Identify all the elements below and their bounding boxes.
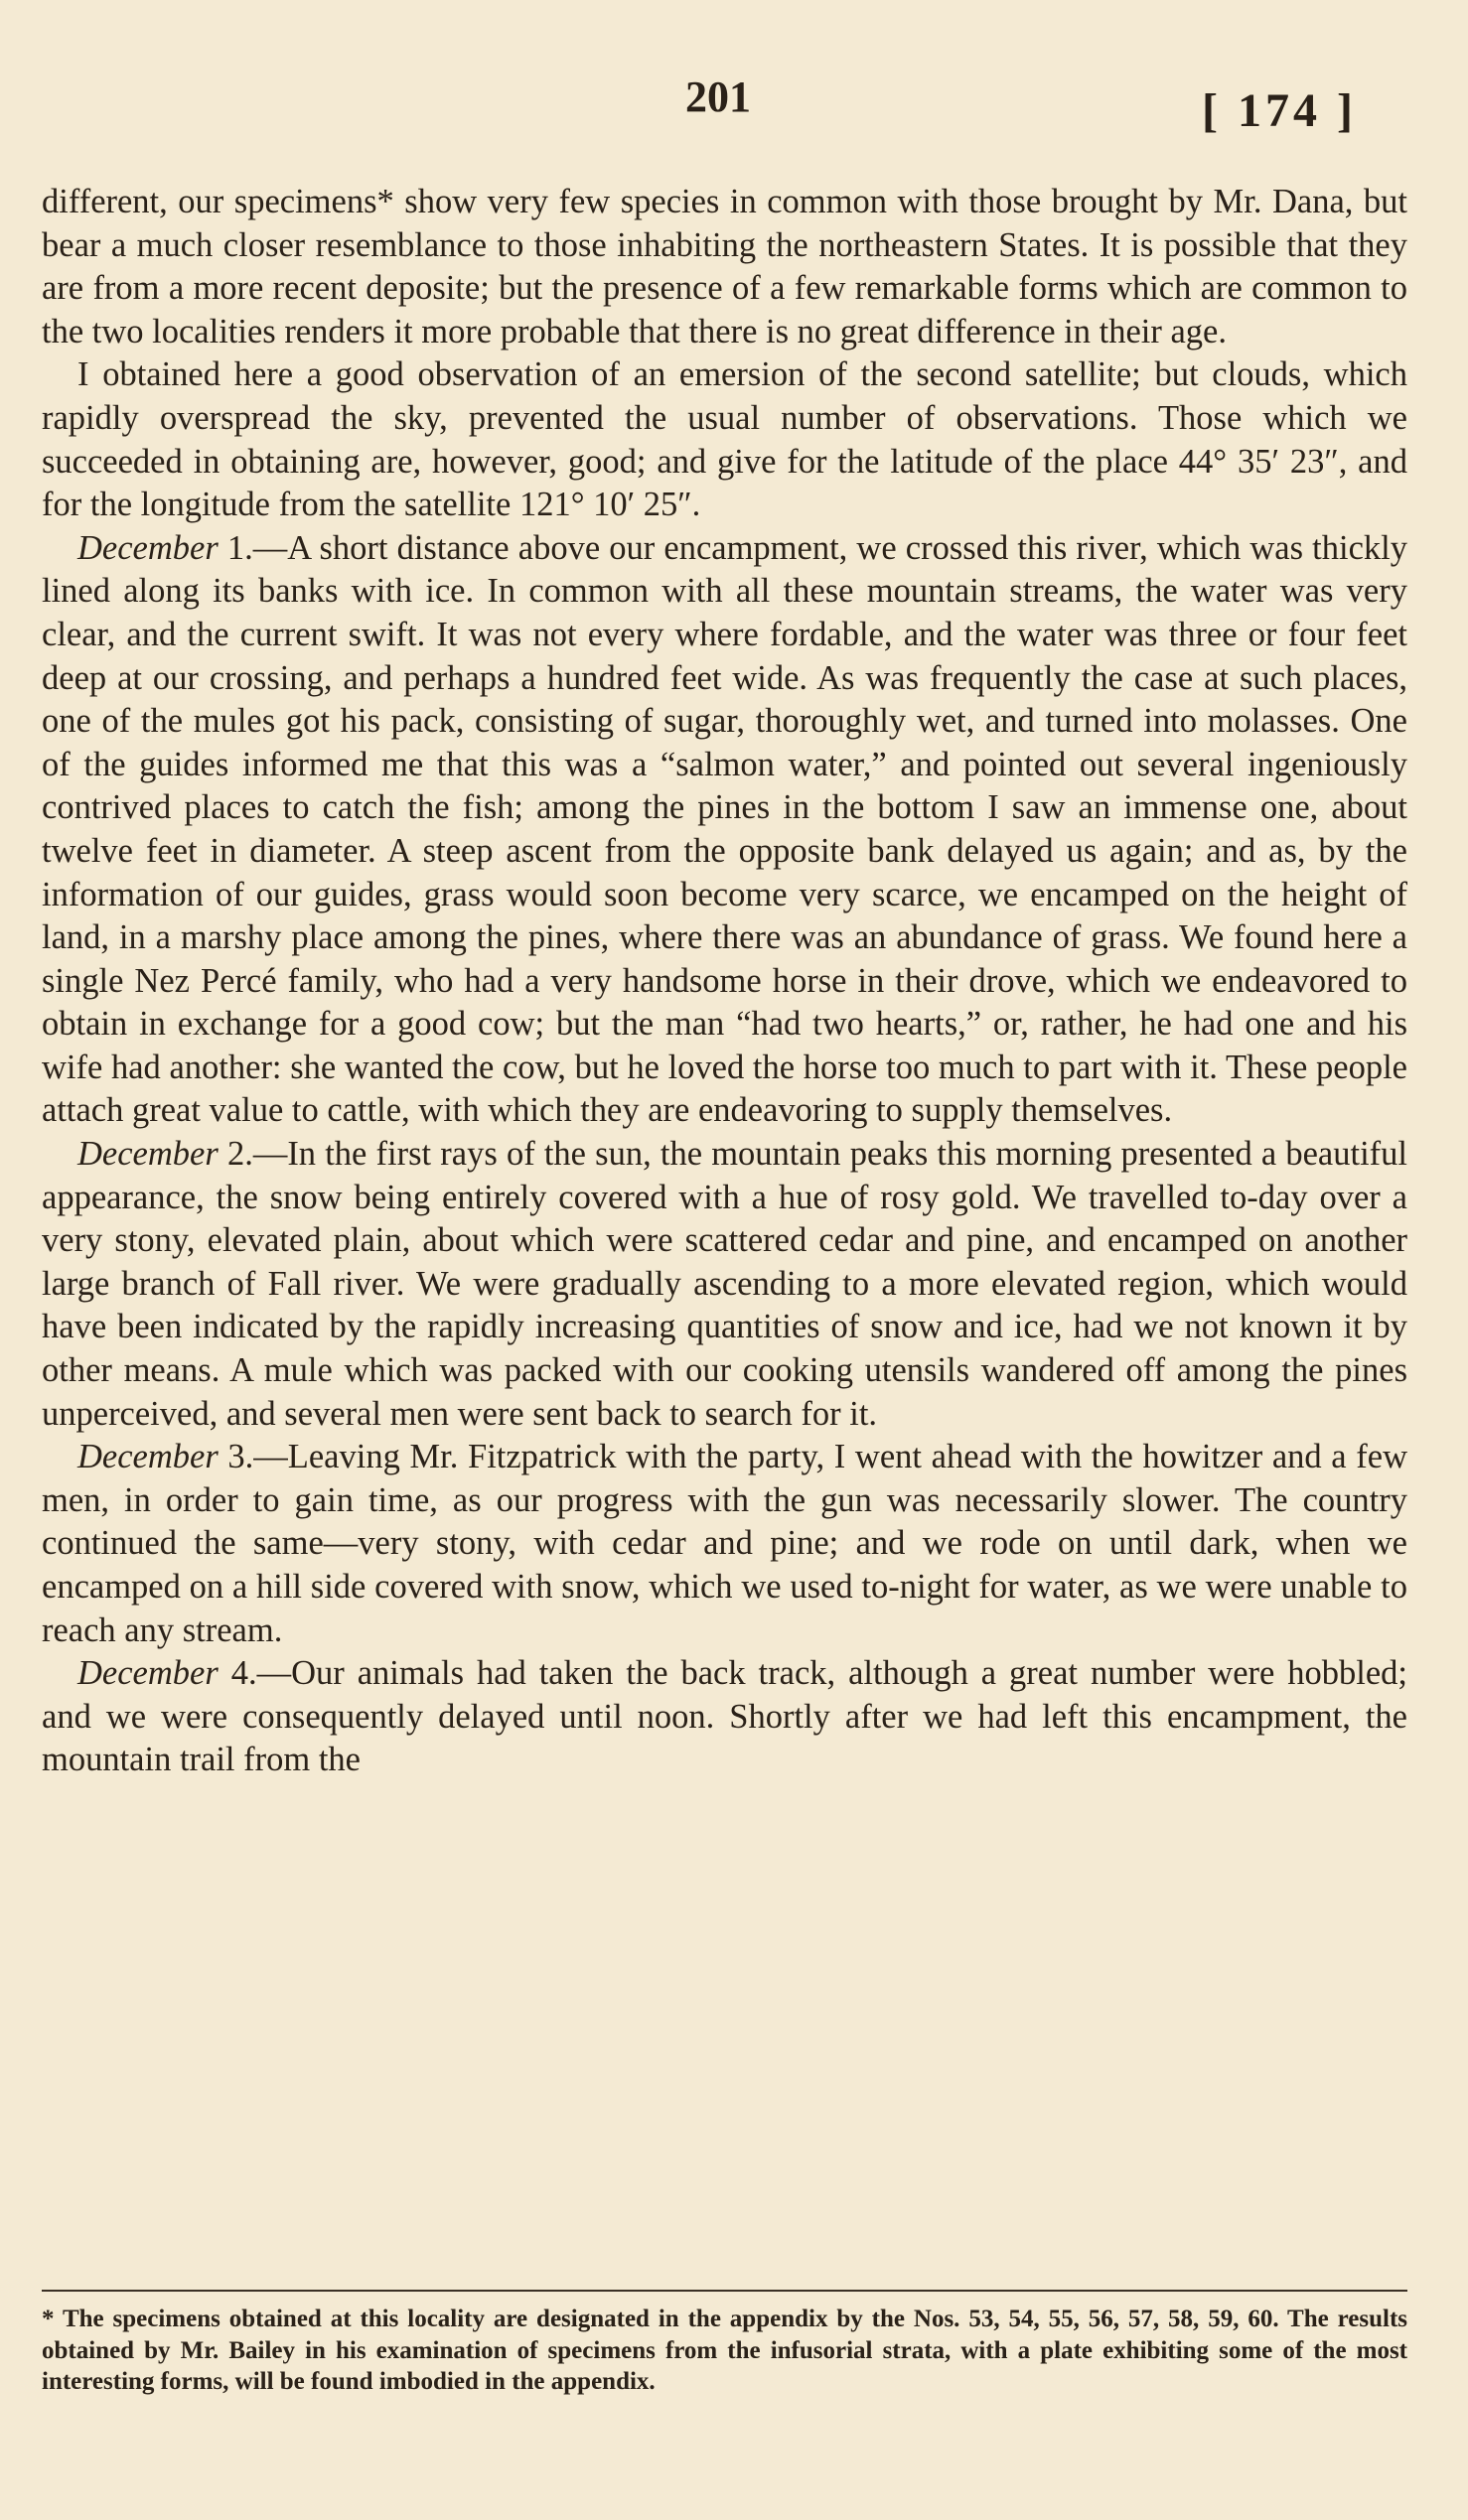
paragraph-december-2: December 2.—In the first rays of the sun, the mountain peaks this morning presented a beautiful appearance, the snow being entirely covered with a hue of rosy gold. We travelled to-day over a very stony, elevated plain, about which were scattered cedar and pine, and encamped on another large branch of Fall river. We were gradually ascending to a more elevated region, which would have been indicated by the rapidly increasing quantities of snow and ice, had we not known it by other means. A mule which was packed with our cooking utensils wandered off among the pines unperceived, and several men were sent back to search for it. (42, 1135, 1407, 1433)
footnote: * The specimens obtained at this locality are designated in the appendix by the Nos. 53, 54, 55, 56, 57, 58, 59, 60. The results obtained by Mr. Bailey in his examination of specimens from the infusorial strata, with a plate exhibiting some of the most interesting forms, will be found imbodied in the appendix. (42, 2306, 1407, 2395)
page-number: 201 (685, 72, 751, 121)
entry-date: December (77, 1438, 219, 1476)
footnote-divider (42, 2290, 1407, 2292)
paragraph: different, our specimens* show very few species in common with those brought by Mr. Dana, but bear a much closer resemblance to those inhabiting the northeastern States. It is possible that they are from a more recent deposite; but the presence of a few remarkable forms which are common to the two localities renders it more probable that there is no great difference in their age. (42, 183, 1407, 350)
entry-date: December (77, 528, 219, 567)
entry-date: December (77, 1135, 219, 1174)
page-header (0, 71, 1468, 151)
document-page-number: [ 174 ] (1202, 84, 1357, 137)
paragraph-december-3: December 3.—Leaving Mr. Fitzpatrick with the party, I went ahead with the howitzer and a few men, in order to gain time, as our progress with the gun was necessarily slower. The country continued the same—very stony, with cedar and pine; and we rode on until dark, when we encamped on a hill side covered with snow, which we used to-night for water, as we were unable to reach any stream. (42, 1438, 1407, 1649)
paragraph-december-4: December 4.—Our animals had taken the back track, although a great number were hobbled; and we were consequently delayed until noon. Shortly after we had left this encampment, the mountain trail from the (42, 1654, 1407, 1779)
entry-date: December (77, 1654, 219, 1693)
body-text (42, 181, 1407, 1782)
paragraph: I obtained here a good observation of an emersion of the second satellite; but clouds, which rapidly overspread the sky, prevented the usual number of observations. Those which we succeeded in obtaining are, however, good; and give for the latitude of the place 44° 35′ 23″, and for the longitude from the satellite 121° 10′ 25″. (42, 355, 1407, 524)
paragraph-december-1: December 1.—A short distance above our encampment, we crossed this river, which was thickly lined along its banks with ice. In common with all these mountain streams, the water was very clear, and the current swift. It was not every where fordable, and the water was three or four feet deep at our crossing, and perhaps a hundred feet wide. As was frequently the case at such places, one of the mules got his pack, consisting of sugar, thoroughly wet, and turned into molasses. One of the guides informed me that this was a “salmon water,” and pointed out several ingeniously contrived places to catch the fish; among the pines in the bottom I saw an immense one, about twelve feet in diameter. A steep ascent from the opposite bank delayed us again; and as, by the information of our guides, grass would soon become very scarce, we encamped on the height of land, in a marshy place among the pines, where there was an abundance of grass. We found here a single Nez Percé family, who had a very handsome horse in their drove, which we endeavored to obtain in exchange for a good cow; but the man “had two hearts,” or, rather, he had one and his wife had another: she wanted the cow, but he loved the horse too much to part with it. These people attach great value to cattle, with which they are endeavoring to supply themselves. (42, 528, 1407, 1130)
